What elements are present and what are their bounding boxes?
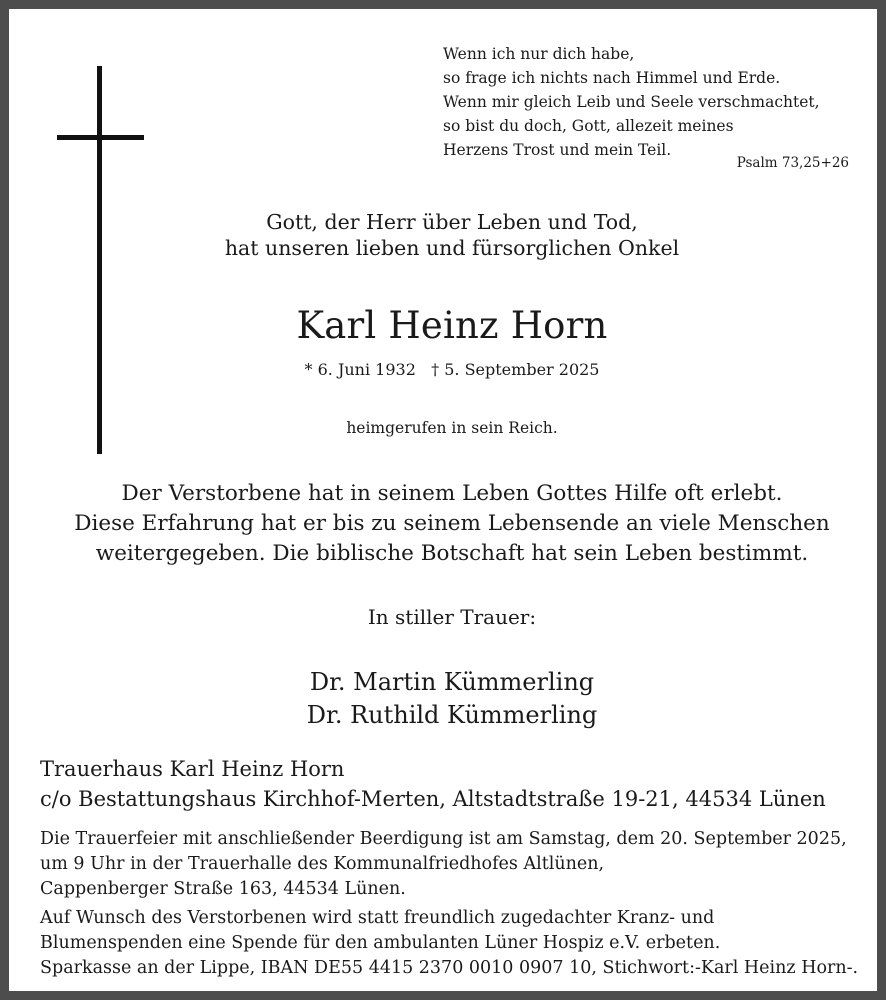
mourner-name: Dr. Ruthild Kümmerling [306,701,598,729]
funeral-info-line: Cappenberger Straße 163, 44534 Lünen. [40,879,406,899]
cross-icon-horizontal [57,135,144,140]
cross-icon-vertical [97,66,102,454]
psalm-line: so bist du doch, Gott, allezeit meines [443,117,734,135]
tribute-line: Diese Erfahrung hat er bis zu seinem Lebensende an viele Menschen [74,511,830,536]
called-home-text: heimgerufen in sein Reich. [346,419,558,437]
address-line: c/o Bestattungshaus Kirchhof-Merten, Altstadtstraße 19-21, 44534 Lünen [40,787,826,811]
address-line: Trauerhaus Karl Heinz Horn [40,757,345,781]
psalm-reference: Psalm 73,25+26 [736,155,849,171]
deceased-dates: * 6. Juni 1932 † 5. September 2025 [304,360,600,379]
mourning-label: In stiller Trauer: [367,605,537,629]
donation-info-line: Blumenspenden eine Spende für den ambulanten Lüner Hospiz e.V. erbeten. [40,933,721,953]
tribute-line: Der Verstorbene hat in seinem Leben Gottes Hilfe oft erlebt. [121,481,783,506]
psalm-line: Wenn ich nur dich habe, [443,45,635,63]
intro-line: Gott, der Herr über Leben und Tod, [266,210,638,234]
psalm-line: Wenn mir gleich Leib und Seele verschmachtet, [443,93,820,111]
funeral-info-line: Die Trauerfeier mit anschließender Beerdigung ist am Samstag, dem 20. September 2025, [40,829,847,849]
psalm-line: Herzens Trost und mein Teil. [443,141,672,159]
intro-line: hat unseren lieben und fürsorglichen Onkel [224,236,680,260]
bank-info-line: Sparkasse an der Lippe, IBAN DE55 4415 2370 0010 0907 10, Stichwort:-Karl Heinz Horn-. [40,958,859,978]
funeral-info-line: um 9 Uhr in der Trauerhalle des Kommunalfriedhofes Altlünen, [40,854,605,874]
tribute-line: weitergegeben. Die biblische Botschaft hat sein Leben bestimmt. [95,541,809,566]
psalm-line: so frage ich nichts nach Himmel und Erde. [443,69,781,87]
donation-info-line: Auf Wunsch des Verstorbenen wird statt freundlich zugedachter Kranz- und [40,908,715,928]
mourner-name: Dr. Martin Kümmerling [309,668,595,696]
deceased-name: Karl Heinz Horn [296,304,608,347]
